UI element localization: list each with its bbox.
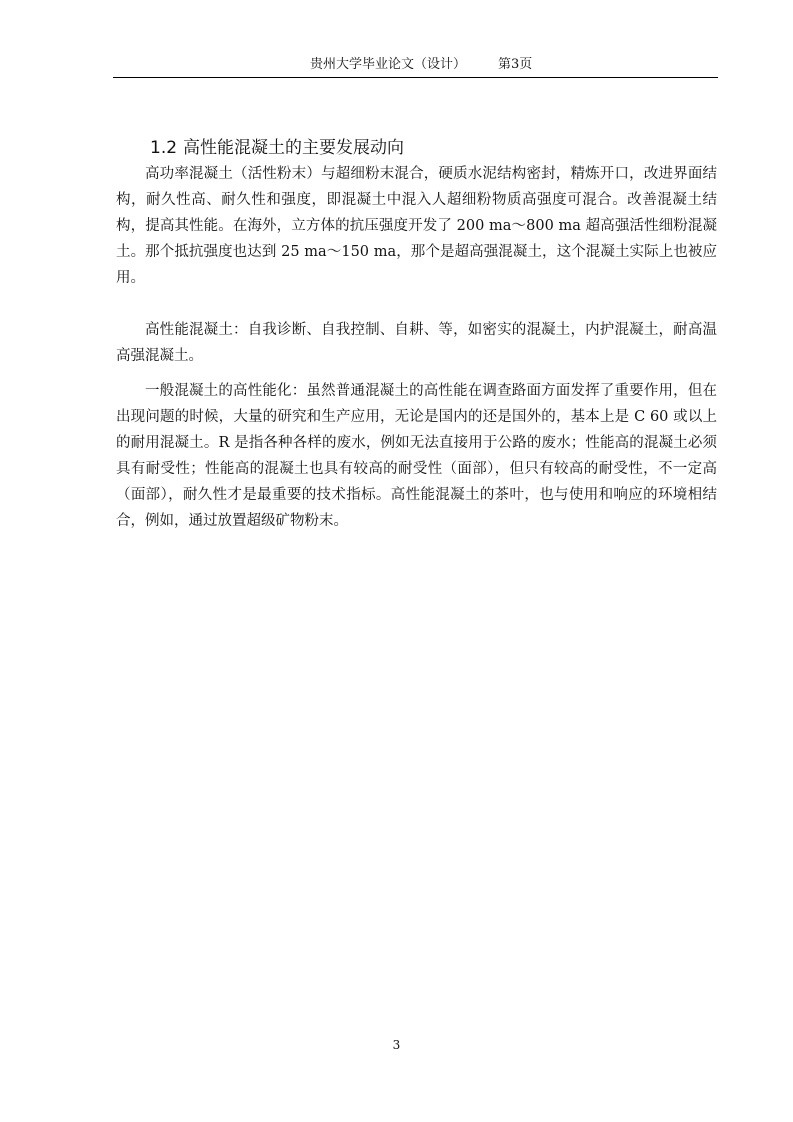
paragraph-2: 高性能混凝土：自我诊断、自我控制、自耕、等，如密实的混凝土，内护混凝土，耐高温高强混凝土。 [116, 322, 717, 364]
header-page-label: 第3页 [498, 57, 533, 72]
page-number: 3 [392, 1038, 401, 1052]
paragraph-1: 高功率混凝土（活性粉末）与超细粉末混合，硬质水泥结构密封，精炼开口，改进界面结构，耐久性高、耐久性和强度，即混凝土中混入人超细粉物质高强度可混合。改善混凝土结构，提高其性能。在海外，立方体的抗压强度开发了 200 ma～800 ma 超高强活性细粉混凝土。那个抵抗强度也达到 25 ma～150 ma，那个是超高强混凝土，这个混凝土实际上也被应用。 [116, 166, 717, 286]
page-header [113, 53, 718, 78]
section-number: 1.2 [150, 138, 178, 159]
header-title: 贵州大学毕业论文（设计） [310, 57, 467, 72]
section-title: 高性能混凝土的主要发展动向 [183, 138, 405, 159]
section-heading [150, 136, 404, 160]
paragraph-3: 一般混凝土的高性能化：虽然普通混凝土的高性能在调查路面方面发挥了重要作用，但在出现问题的时候，大量的研究和生产应用，无论是国内的还是国外的，基本上是 C 60 或以上的耐用混凝土。R 是指各种各样的废水，例如无法直接用于公路的废水；性能高的混凝土必须具有耐受性；性能高的混凝土也具有较高的耐受性（面部），但只有较高的耐受性，不一定高（面部），耐久性才是最重要的技术指标。高性能混凝土的茶叶，也与使用和响应的环境相结合，例如，通过放置超级矿物粉末。 [116, 383, 717, 529]
